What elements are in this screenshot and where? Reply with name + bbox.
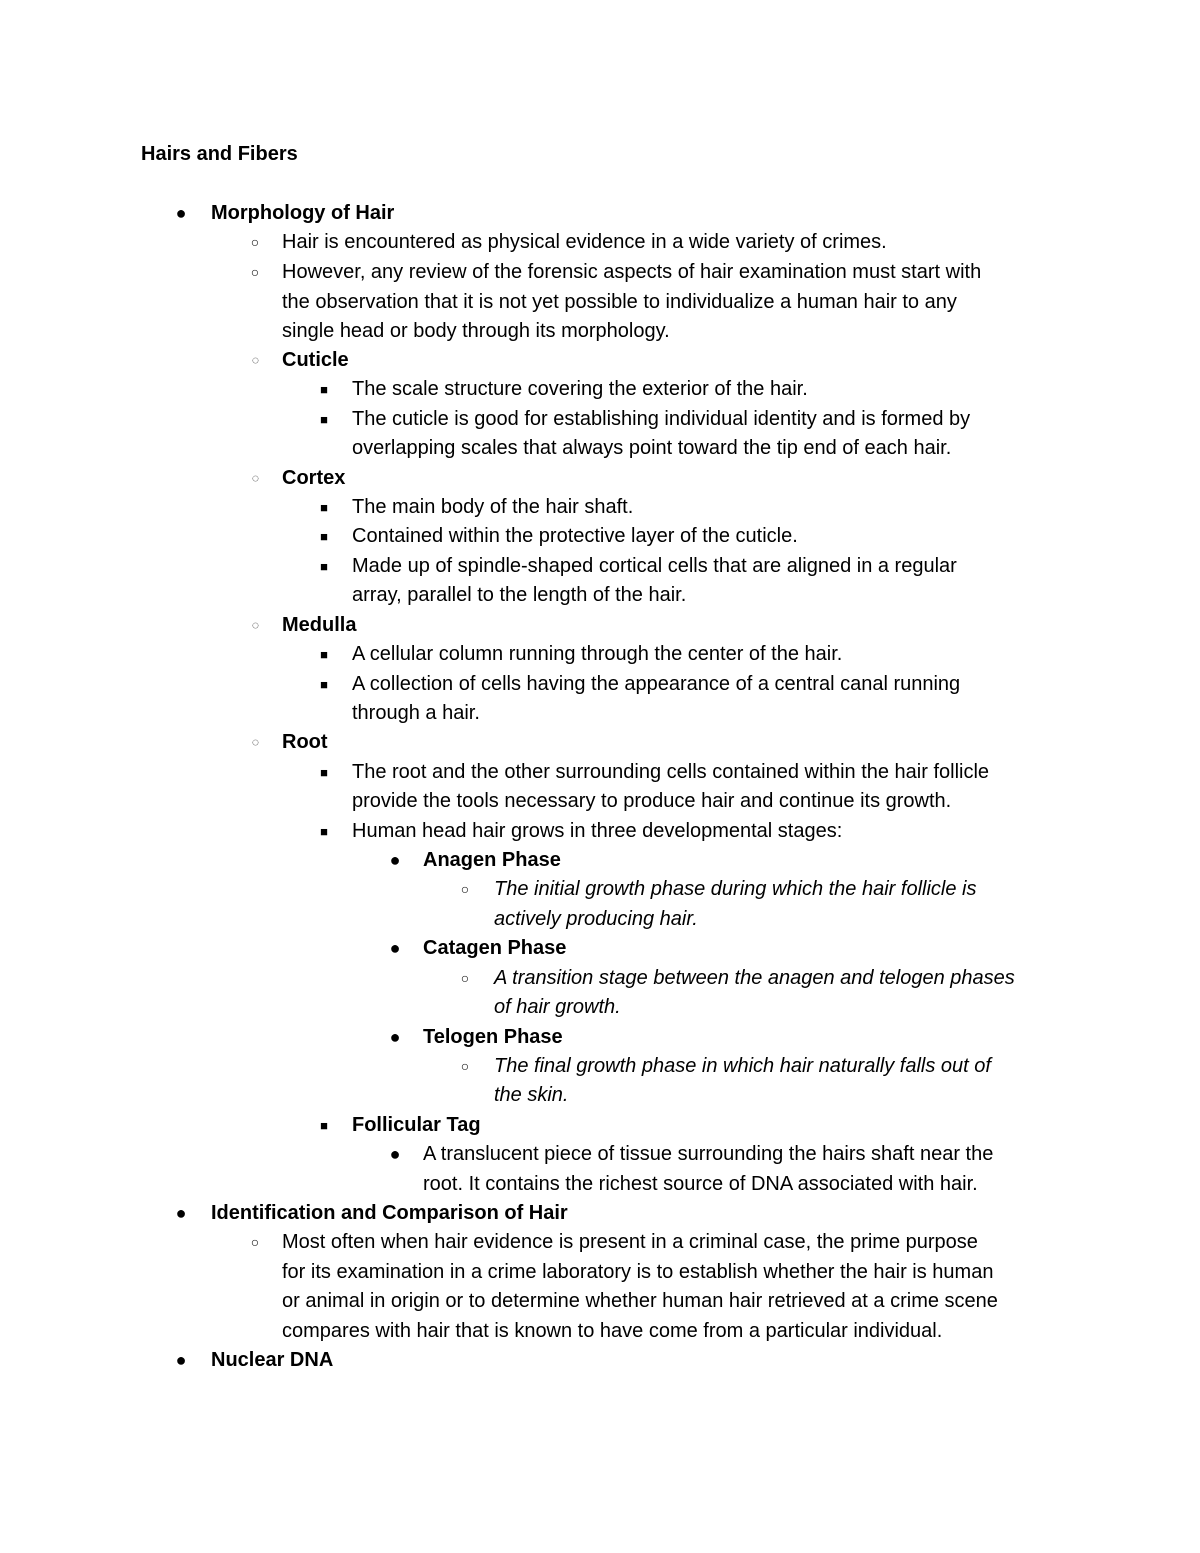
bullet-disc-icon: ● <box>389 850 401 870</box>
list-item-text: A cellular column running through the center of the hair. <box>352 643 843 665</box>
list-item-text: overlapping scales that always point toward the tip end of each hair. <box>352 437 952 459</box>
bullet-circle-icon: ○ <box>250 1234 260 1250</box>
bullet-disc-icon: ● <box>175 203 187 223</box>
bullet-dotted-circle-icon: ◌ <box>251 353 259 367</box>
list-item-text: A translucent piece of tissue surrounding the hairs shaft near the <box>423 1143 994 1165</box>
bullet-disc-icon: ● <box>389 1027 401 1047</box>
bullet-square-icon: ■ <box>320 1118 328 1133</box>
phase-description: A transition stage between the anagen and telogen phases <box>494 967 1015 989</box>
subheading-cuticle: Cuticle <box>282 349 349 371</box>
list-item-text: Made up of spindle-shaped cortical cells that are aligned in a regular <box>352 555 957 577</box>
list-item-text: A collection of cells having the appearance of a central canal running <box>352 673 961 695</box>
phase-description: actively producing hair. <box>494 908 698 930</box>
list-item-text: Contained within the protective layer of the cuticle. <box>352 525 798 547</box>
list-item-text: root. It contains the richest source of DNA associated with hair. <box>423 1173 978 1195</box>
list-item-text: Most often when hair evidence is present in a criminal case, the prime purpose <box>282 1231 978 1253</box>
bullet-square-icon: ■ <box>320 382 328 397</box>
bullet-square-icon: ■ <box>320 677 328 692</box>
list-item-text: Human head hair grows in three developmental stages: <box>352 820 843 842</box>
subheading-follicular-tag: Follicular Tag <box>352 1114 481 1136</box>
bullet-circle-icon: ○ <box>460 881 470 897</box>
list-item-text: the observation that it is not yet possible to individualize a human hair to any <box>282 291 957 313</box>
bullet-square-icon: ■ <box>320 824 328 839</box>
phase-description: The final growth phase in which hair naturally falls out of <box>494 1055 991 1077</box>
subheading-cortex: Cortex <box>282 467 346 489</box>
subheading-medulla: Medulla <box>282 614 357 636</box>
list-item-text: single head or body through its morphology. <box>282 320 670 342</box>
list-item-text: The cuticle is good for establishing individual identity and is formed by <box>352 408 971 430</box>
list-item-text: or animal in origin or to determine whether human hair retrieved at a crime scene <box>282 1290 998 1312</box>
bullet-square-icon: ■ <box>320 500 328 515</box>
bullet-disc-icon: ● <box>175 1203 187 1223</box>
bullet-circle-icon: ○ <box>460 970 470 986</box>
document-title: Hairs and Fibers <box>141 143 298 165</box>
section-heading-morphology: Morphology of Hair <box>211 202 395 224</box>
subheading-root: Root <box>282 731 328 753</box>
list-item-text: Hair is encountered as physical evidence in a wide variety of crimes. <box>282 231 887 253</box>
phase-description: the skin. <box>494 1084 569 1106</box>
phase-name-anagen: Anagen Phase <box>423 849 561 871</box>
list-item-text: The root and the other surrounding cells contained within the hair follicle <box>352 761 990 783</box>
section-heading-nuclear-dna: Nuclear DNA <box>211 1349 334 1371</box>
bullet-circle-icon: ○ <box>250 264 260 280</box>
bullet-circle-icon: ○ <box>250 234 260 250</box>
bullet-square-icon: ■ <box>320 412 328 427</box>
bullet-dotted-circle-icon: ◌ <box>251 735 259 749</box>
phase-description: of hair growth. <box>494 996 621 1018</box>
phase-description: The initial growth phase during which the hair follicle is <box>494 878 977 900</box>
phase-name-telogen: Telogen Phase <box>423 1026 563 1048</box>
bullet-dotted-circle-icon: ◌ <box>251 471 259 485</box>
list-item-text: provide the tools necessary to produce hair and continue its growth. <box>352 790 952 812</box>
bullet-disc-icon: ● <box>175 1350 187 1370</box>
bullet-square-icon: ■ <box>320 529 328 544</box>
bullet-circle-icon: ○ <box>460 1058 470 1074</box>
bullet-square-icon: ■ <box>320 647 328 662</box>
list-item-text: compares with hair that is known to have come from a particular individual. <box>282 1320 943 1342</box>
list-item-text: However, any review of the forensic aspects of hair examination must start with <box>282 261 982 283</box>
list-item-text: The main body of the hair shaft. <box>352 496 634 518</box>
bullet-square-icon: ■ <box>320 765 328 780</box>
bullet-disc-icon: ● <box>389 1144 401 1164</box>
bullet-disc-icon: ● <box>389 938 401 958</box>
list-item-text: The scale structure covering the exterior of the hair. <box>352 378 808 400</box>
section-heading-identification: Identification and Comparison of Hair <box>211 1202 568 1224</box>
bullet-square-icon: ■ <box>320 559 328 574</box>
bullet-dotted-circle-icon: ◌ <box>251 618 259 632</box>
phase-name-catagen: Catagen Phase <box>423 937 567 959</box>
list-item-text: for its examination in a crime laboratory is to establish whether the hair is human <box>282 1261 994 1283</box>
list-item-text: array, parallel to the length of the hair. <box>352 584 687 606</box>
list-item-text: through a hair. <box>352 702 480 724</box>
